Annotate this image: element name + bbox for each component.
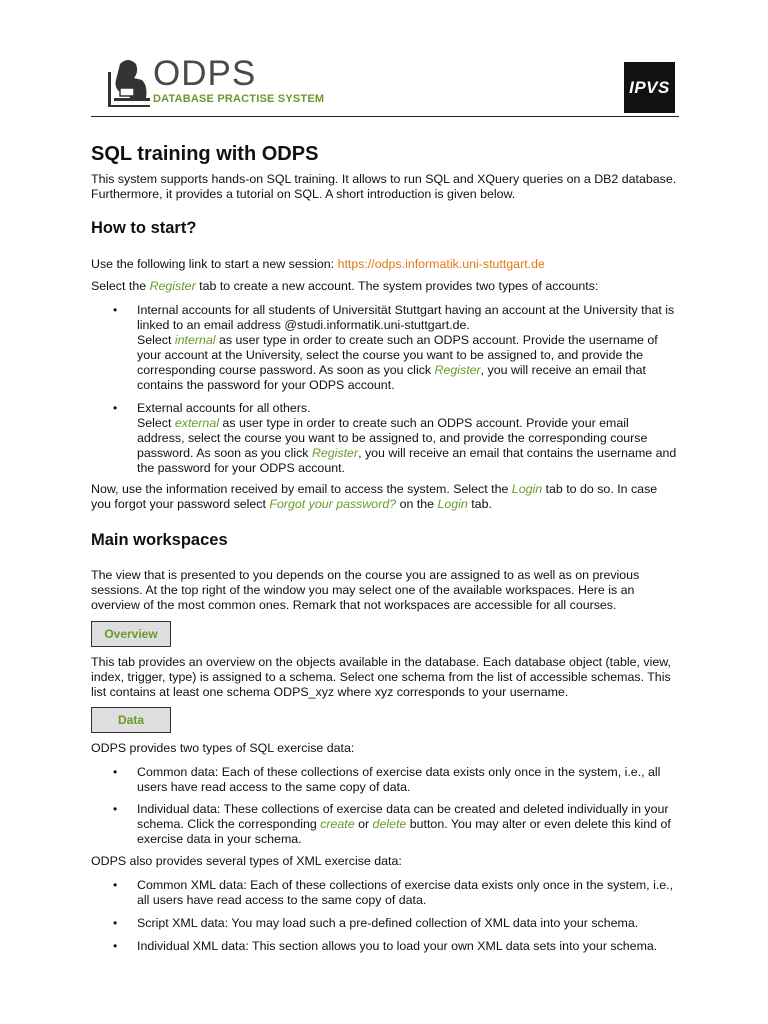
bullet-icon: • <box>113 802 118 816</box>
overview-paragraph: This tab provides an overview on the objects available in the database. Each database object (table, view, index, trigger, type) is assigned to a schema. Select one schema from the list of accessible schemas. This list contains at least one schema ODPS_xyz where xyz corresponds to your username. <box>91 655 671 699</box>
register-post: tab to create a new account. The system provides two types of accounts: <box>195 279 599 293</box>
list-item-internal <box>113 303 679 393</box>
individual-xml-text: Individual XML data: This section allows you to load your own XML data sets into your schema. <box>137 939 658 953</box>
login-paragraph <box>91 482 679 512</box>
login-mid: tab to do so. In case you forgot your password select <box>91 482 658 511</box>
login-post: tab. <box>467 497 492 511</box>
login-mid2: on the <box>396 497 438 511</box>
main-workspaces-heading: Main workspaces <box>91 531 228 549</box>
login-pre: Now, use the information received by email to access the system. Select the <box>91 482 512 496</box>
list-item-external <box>113 401 679 476</box>
overview-tab-image: Overview <box>91 621 171 647</box>
start-link-paragraph <box>91 257 679 272</box>
external-register-ref: Register <box>311 446 359 460</box>
bullet-icon: • <box>113 916 118 930</box>
odps-logo-mark-icon <box>106 58 150 108</box>
external-type-ref: external <box>174 416 219 430</box>
bullet-icon: • <box>113 303 118 317</box>
register-pre: Select the <box>91 279 150 293</box>
external-line1: External accounts for all others. <box>137 401 311 415</box>
bullet-icon: • <box>113 765 118 779</box>
external-select-pre: Select <box>137 416 175 430</box>
individual-or: or <box>354 817 373 831</box>
intro-paragraph: This system supports hands-on SQL training. It allows to run SQL and XQuery queries on a DB2 database. Furthermore, it provides a tutorial on SQL. A short introduction is given below. <box>91 172 677 201</box>
internal-post: , you will receive an email that contains the password for your ODPS account. <box>137 363 646 392</box>
internal-register-ref: Register <box>434 363 481 377</box>
register-tab-ref: Register <box>149 279 196 293</box>
odps-logo <box>106 54 326 110</box>
external-post: , you will receive an email that contains the username and the password for your ODPS account. <box>137 446 677 475</box>
list-item-individual-xml <box>113 939 679 954</box>
login-tab-ref-2: Login <box>437 497 468 511</box>
create-ref: create <box>320 817 355 831</box>
data-intro: ODPS provides two types of SQL exercise data: <box>91 741 355 755</box>
login-tab-ref: Login <box>511 482 543 496</box>
common-data-text: Common data: Each of these collections of exercise data exists only once in the system, i.e., all users have read access to the same copy of data. <box>137 765 661 794</box>
logo-subtitle: DATABASE PRACTISE SYSTEM <box>153 93 325 105</box>
how-to-start-heading: How to start? <box>91 219 197 237</box>
register-paragraph <box>91 279 679 294</box>
odps-url-link[interactable]: https://odps.informatik.uni-stuttgart.de <box>337 257 545 271</box>
page-header <box>91 0 679 117</box>
individual-post: button. You may alter or even delete this kind of exercise data in your schema. <box>137 817 671 846</box>
bullet-icon: • <box>113 401 118 415</box>
bullet-icon: • <box>113 939 118 953</box>
common-xml-text: Common XML data: Each of these collections of exercise data exists only once in the system, i.e., all users have read access to the same copy of data. <box>137 878 674 907</box>
internal-mid: as user type in order to create such an ODPS account. Provide the username of your account at the University, select the course you want to be assigned to, and provide the corresponding course password. As soon as you click <box>137 333 658 377</box>
internal-line1: Internal accounts for all students of Universität Stuttgart having an account at the University that is linked to an email address @studi.informatik.uni-stuttgart.de. <box>137 303 675 332</box>
logo-title: ODPS <box>153 54 257 93</box>
internal-type-ref: internal <box>174 333 216 347</box>
start-link-prefix: Use the following link to start a new session: <box>91 257 338 271</box>
data-tab-image: Data <box>91 707 171 733</box>
bullet-icon: • <box>113 878 118 892</box>
document-page <box>91 0 679 953</box>
external-mid: as user type in order to create such an ODPS account. Provide your email address, select the course you want to be assigned to, and provide the corresponding course password. As soon as you click <box>137 416 648 460</box>
list-item-common-data <box>113 765 679 795</box>
ipvs-logo: IPVS <box>624 62 675 113</box>
individual-pre: Individual data: These collections of exercise data can be created and deleted individually in your schema. Click the corresponding <box>137 802 669 831</box>
forgot-password-ref: Forgot your password? <box>269 497 397 511</box>
script-xml-text: Script XML data: You may load such a pre-defined collection of XML data into your schema. <box>137 916 639 930</box>
list-item-common-xml <box>113 878 679 908</box>
list-item-individual-data <box>113 802 679 847</box>
page-title: SQL training with ODPS <box>91 143 319 165</box>
internal-select-pre: Select <box>137 333 175 347</box>
workspaces-intro: The view that is presented to you depends on the course you are assigned to as well as on previous sessions. At the top right of the window you may select one of the available workspaces. Here is an overview of the most common ones. Remark that not workspaces are accessible for all courses. <box>91 568 640 612</box>
xml-intro: ODPS also provides several types of XML exercise data: <box>91 854 402 868</box>
delete-ref: delete <box>372 817 407 831</box>
list-item-script-xml <box>113 916 679 931</box>
